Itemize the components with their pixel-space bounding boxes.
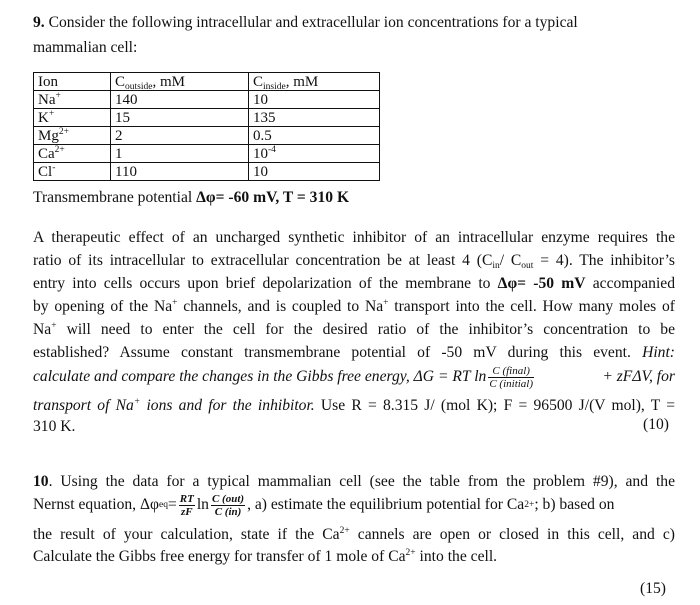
ion-concentration-table <box>33 72 380 181</box>
q9-intro-line2: mammalian cell: <box>33 39 138 56</box>
q9-para-line4: by opening of the Na+ channels, and is coupled to Na+ transport into the cell. How many moles of <box>33 298 675 315</box>
q9-intro-line1: 9. Consider the following intracellular and extracellular ion concentrations for a typical <box>33 14 578 31</box>
gibbs-fraction: $\frac{\text{C (final)}}{\text{C (initial)}}$ <box>489 364 534 390</box>
header-c-outside: $C_{outside}$, mM <box>111 73 249 91</box>
q10-line3: the result of your calculation, state if the $Ca^{2+}$ cannels are open or closed in this cell, and c) <box>33 526 675 543</box>
q9-para-line5: Na+ will need to enter the cell for the desired ratio of the inhibitor’s concentration to be <box>33 321 675 338</box>
q9-points: (10) <box>643 416 669 433</box>
q10-points: (15) <box>640 580 666 597</box>
q9-para-line7: calculate and compare the changes in the Gibbs free energy, ΔG = RT ln $\frac{\text{C (final)}}{\text{C (initial)}}$ + zFΔV, for <box>33 364 675 390</box>
table-row: $Ca^{2+}$ 1 $10^{-4}$ <box>34 145 380 163</box>
table-row: Na+ 140 10 <box>34 91 380 109</box>
q9-para-line6: established? Assume constant transmembrane potential of -50 mV during this event. Hint: <box>33 344 675 361</box>
q9-para-line1: A therapeutic effect of an uncharged synthetic inhibitor of an intracellular enzyme requires the <box>33 229 675 246</box>
q10-line4: Calculate the Gibbs free energy for transfer of 1 mole of $Ca^{2+}$ into the cell. <box>33 548 498 565</box>
rt-over-zf-fraction: $\frac{RT}{zF}$ <box>179 492 194 518</box>
table-header-row <box>34 73 380 91</box>
q9-para-line3: entry into cells occurs upon brief depolarization of the membrane to Δφ= -50 mV accompanied <box>33 275 676 292</box>
q9-para-line2: ratio of its intracellular to extracellular concentration be at least 4 ($C_{in}/$ $C_{out} = 4$). The inhibitor’s <box>33 252 675 271</box>
q9-para-line9: 310 K. <box>33 418 76 435</box>
q9-para-line8: transport of Na+ ions and for the inhibitor. Use R = 8.315 J/ (mol K); F = 96500 J/(V mol), T = <box>33 397 675 414</box>
q10-line2: Nernst equation, Δφ eq = $\frac{RT}{zF}$ ln $\frac{\text{C (out)}}{C (in)}$ , a) estimate the equilibrium potential for Ca 2+ ; b) based on <box>33 492 615 518</box>
table-row: Cl- 110 10 <box>34 163 380 181</box>
table-row: K+ 15 135 <box>34 109 380 127</box>
table-row: $Mg^{2+}$ 2 0.5 <box>34 127 380 145</box>
cout-over-cin-fraction: $\frac{\text{C (out)}}{C (in)}$ <box>211 492 245 518</box>
q10-line1: 10. Using the data for a typical mammalian cell (see the table from the problem #9), and the <box>33 473 675 490</box>
transmembrane-potential: Transmembrane potential Δφ= -60 mV, T = 310 K <box>33 189 350 206</box>
header-c-inside: $C_{inside}$, mM <box>249 73 380 91</box>
q9-number: 9. <box>33 14 45 31</box>
header-ion: Ion <box>34 73 111 91</box>
